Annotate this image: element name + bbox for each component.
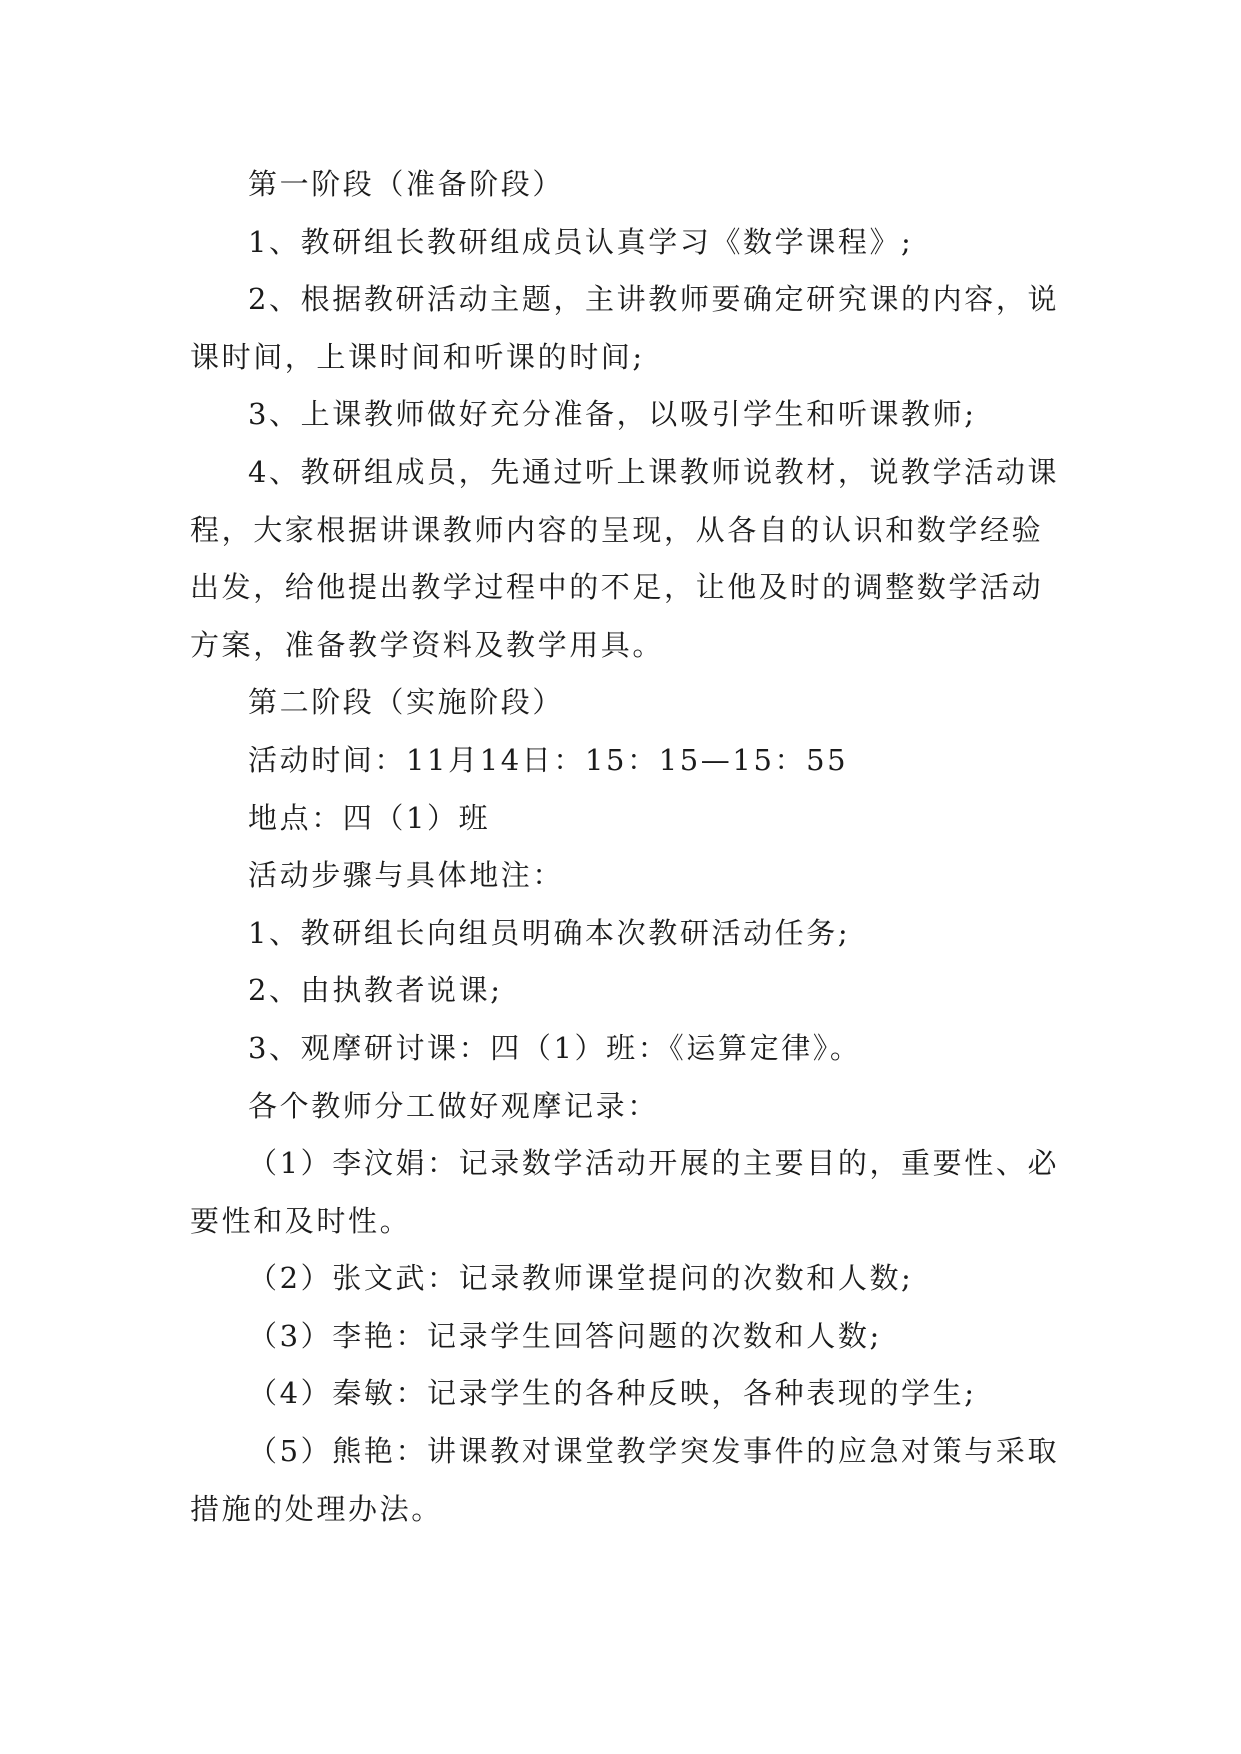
paragraph-step-2: 2、由执教者说课; [248, 973, 503, 1008]
paragraph-step-3: 3、观摩研讨课：四（1）班：《运算定律》。 [248, 1030, 862, 1065]
paragraph-division-heading: 各个教师分工做好观摩记录： [248, 1088, 659, 1123]
paragraph-activity-time: 活动时间：11月14日：15：15—15：55 [248, 742, 849, 777]
paragraph-prep-3: 3、上课教师做好充分准备，以吸引学生和听课教师; [248, 397, 977, 432]
heading-stage-one: 第一阶段（准备阶段） [248, 167, 565, 201]
document-body [190, 156, 1070, 1538]
paragraph-record-3: （3）李艳：记录学生回答问题的次数和人数; [248, 1318, 882, 1353]
paragraph-record-4: （4）秦敏：记录学生的各种反映，各种表现的学生; [248, 1376, 977, 1411]
paragraph-location: 地点：四（1）班 [248, 800, 491, 835]
paragraph-prep-1: 1、教研组长教研组成员认真学习《数学课程》; [248, 224, 914, 259]
paragraph-record-1: （1）李汶娟：记录数学活动开展的主要目的，重要性、必要性和及时性。 [190, 1146, 1060, 1238]
paragraph-prep-4: 4、教研组成员，先通过听上课教师说教材，说教学活动课程，大家根据讲课教师内容的呈现，从各自的认识和数学经验出发，给他提出教学过程中的不足，让他及时的调整数学活动方案，准备教学资料及教学用具。 [190, 454, 1060, 662]
paragraph-steps-heading: 活动步骤与具体地注： [248, 858, 565, 893]
heading-stage-two: 第二阶段（实施阶段） [248, 685, 565, 720]
paragraph-step-1: 1、教研组长向组员明确本次教研活动任务; [248, 915, 851, 950]
paragraph-record-5: （5）熊艳：讲课教对课堂教学突发事件的应急对策与采取措施的处理办法。 [190, 1434, 1060, 1526]
paragraph-prep-2: 2、根据教研活动主题，主讲教师要确定研究课的内容，说课时间，上课时间和听课的时间; [190, 282, 1060, 374]
paragraph-record-2: （2）张文武：记录教师课堂提问的次数和人数; [248, 1261, 914, 1296]
